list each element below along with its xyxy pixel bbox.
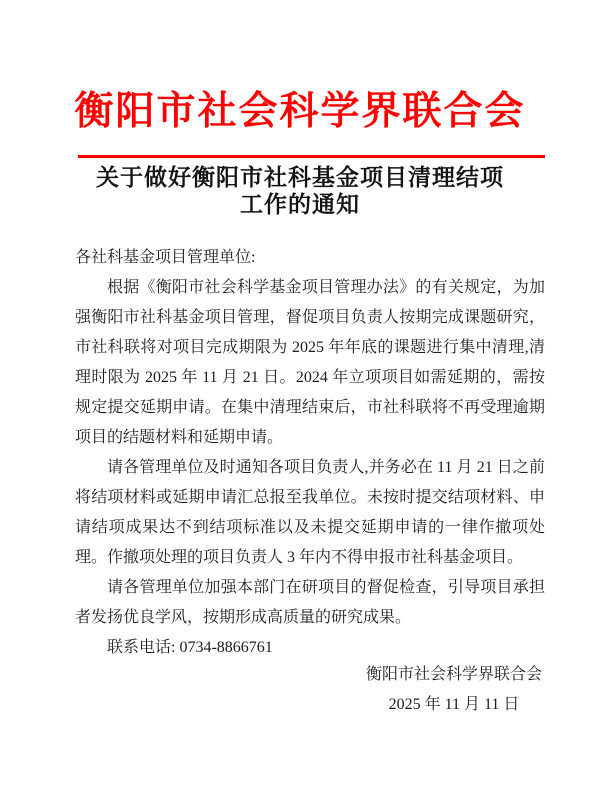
paragraph-cleanup-notice: 根据《衡阳市社会科学基金项目管理办法》的有关规定，为加强衡阳市社科基金项目管理，督促项目负责人按期完成课题研究，市社科联将对项目完成期限为 2025 年年底的课题进行集中清理,清理时限为 2025 年 11 月 21 日。2024 年立项项目如需延期的，需按规定提交延期申请。在集中清理结束后，市社科联将不再受理逾期项目的结题材料和延期申请。 [75,279,545,446]
salutation: 各社科基金项目管理单位: [75,249,256,266]
doc-title-line2: 工作的通知 [240,192,360,217]
signature-date: 2025 年 11 月 11 日 [388,696,520,713]
signature-block [366,660,542,720]
paragraph-deadline-requirements: 请各管理单位及时通知各项目负责人,并务必在 11 月 21 日之前将结项材料或延期申请汇总报至我单位。未按时提交结项材料、申请结项成果达不到结项标准以及未提交延期申请的一律作撤项处理。作撤项处理的项目负责人 3 年内不得申报市社科基金项目。 [75,459,545,566]
signature-org: 衡阳市社会科学界联合会 [365,666,542,683]
contact-phone: 联系电话: 0734-8866761 [107,639,273,656]
doc-title [0,164,600,218]
org-title: 衡阳市社会科学界联合会 [74,90,526,133]
paragraph-supervision: 请各管理单位加强本部门在研项目的督促检查，引导项目承担者发扬优良学风，按期形成高质量的研究成果。 [75,579,545,626]
red-divider-line [78,155,545,158]
doc-body [75,243,545,663]
doc-title-line1: 关于做好衡阳市社科基金项目清理结项 [96,165,504,190]
